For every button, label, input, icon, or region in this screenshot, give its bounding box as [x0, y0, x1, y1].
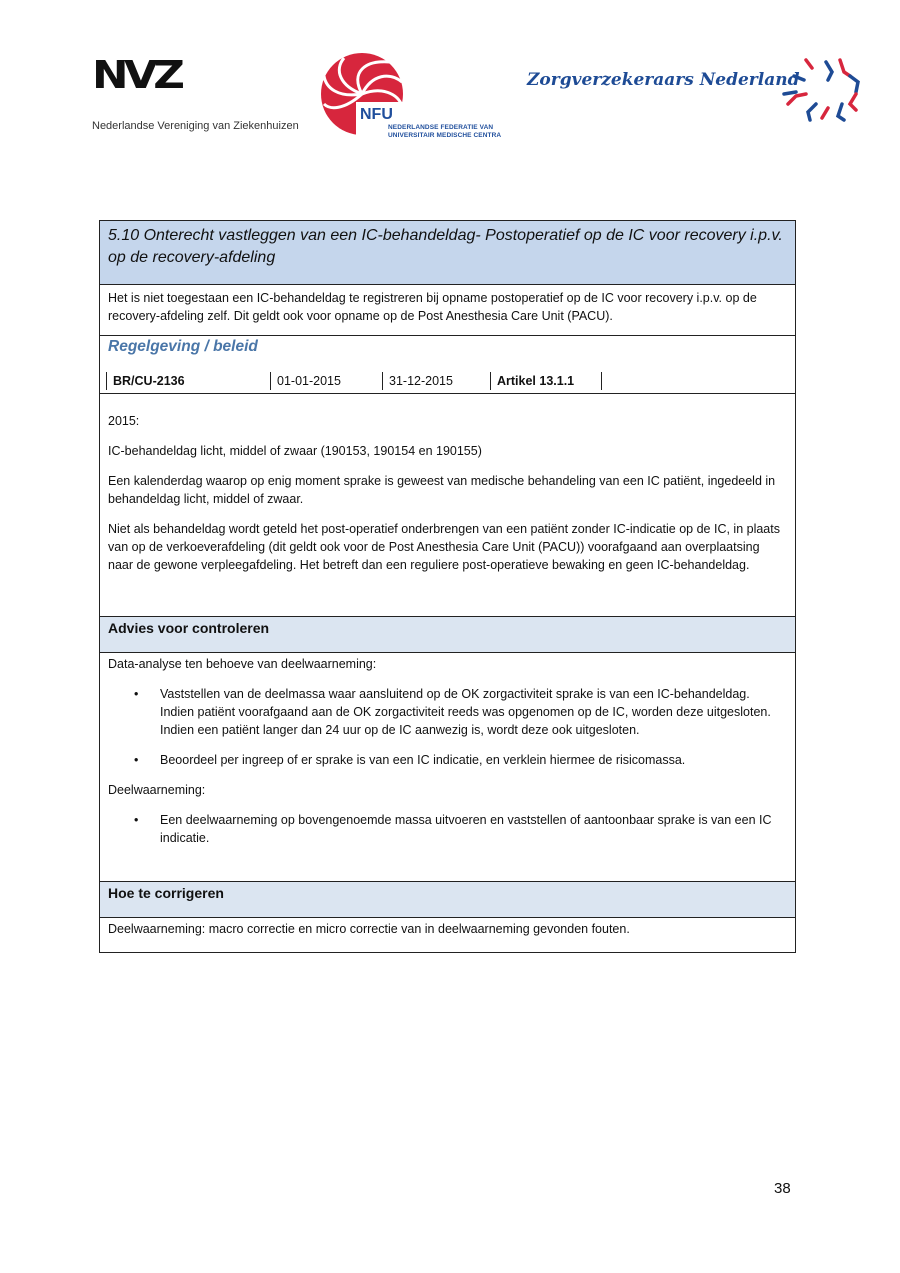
sample-label: Deelwaarneming: — [108, 783, 206, 797]
regulation-table — [106, 372, 602, 390]
list-item — [108, 751, 787, 769]
nfu-mark: NFU — [360, 106, 393, 123]
list-item-text: Een deelwaarneming op bovengenoemde massa uitvoeren en vaststellen of aantoonbaar sprake is van een IC indicatie. — [160, 813, 772, 845]
regulation-article: Artikel 13.1.1 — [490, 372, 602, 390]
rule-table — [99, 220, 796, 953]
regulation-start-date: 01-01-2015 — [270, 372, 382, 390]
list-item — [108, 811, 787, 847]
zn-wordmark: Zorgverzekeraars Nederland — [527, 70, 800, 90]
body-paragraph-exclusion: Niet als behandeldag wordt geteld het post-operatief onderbrengen van een patiënt zonder IC-indicatie op de IC, in plaats van op de verkoeverafdeling (dit geldt ook voor de Post Anesthesia Care Unit (PACU)) voorafgaand aan overplaatsing naar de gewone verpleegafdeling. Het betreft dan een reguliere post-operatieve bewaking en geen IC-behandeldag. — [108, 522, 780, 572]
regulation-row — [100, 336, 795, 394]
correction-text: Deelwaarneming: macro correctie en micro correctie van in deelwaarneming gevonden fouten. — [108, 922, 630, 936]
correction-body-row — [100, 918, 795, 952]
bullet-icon: • — [134, 687, 139, 701]
intro-row — [100, 285, 795, 336]
correction-header-row — [100, 882, 795, 918]
nfu-subtitle — [388, 124, 501, 140]
data-analysis-list — [108, 685, 787, 769]
advice-body-row — [100, 653, 795, 882]
list-item-text: Beoordeel per ingreep of er sprake is van een IC indicatie, en verklein hiermee de risicomassa. — [160, 753, 686, 767]
section-title-row — [100, 221, 795, 285]
regulation-code: BR/CU-2136 — [106, 372, 270, 390]
regulation-end-date: 31-12-2015 — [382, 372, 490, 390]
list-item-text: Vaststellen van de deelmassa waar aansluitend op de OK zorgactiviteit sprake is van een IC-behandeldag. Indien patiënt voorafgaand aan de OK zorgactiviteit reeds was opgenomen op de IC, worden deze uitgesloten. Indien een patiënt langer dan 24 uur op de IC aanwezig is, wordt deze ook uitgesloten. — [160, 687, 771, 737]
section-title: 5.10 Onterecht vastleggen van een IC-behandeldag- Postoperatief op de IC voor recovery i.p.v. op de recovery-afdeling — [108, 227, 783, 266]
body-paragraph-definition: Een kalenderdag waarop op enig moment sprake is geweest van medische behandeling van een IC patiënt, ingedeeld in behandeldag licht, middel of zwaar. — [108, 474, 776, 506]
body-paragraph-year: 2015: — [108, 414, 140, 428]
data-analysis-label: Data-analyse ten behoeve van deelwaarneming: — [108, 657, 377, 671]
sample-list — [108, 811, 787, 847]
regulation-body-row — [100, 394, 795, 617]
list-item — [108, 685, 787, 739]
nvz-logo — [92, 53, 299, 132]
intro-text: Het is niet toegestaan een IC-behandeldag te registreren bij opname postoperatief op de IC voor recovery i.p.v. op de recovery-afdeling zelf. Dit geldt ook voor opname op de Post Anesthesia Care Unit (PACU). — [108, 291, 757, 323]
regulation-heading: Regelgeving / beleid — [108, 338, 258, 355]
body-paragraph-codes: IC-behandeldag licht, middel of zwaar (190153, 190154 en 190155) — [108, 444, 482, 458]
bullet-icon: • — [134, 753, 139, 767]
nfu-logo — [318, 50, 528, 140]
nfu-subtitle-line1: NEDERLANDSE FEDERATIE VAN — [388, 124, 494, 131]
advice-header-row — [100, 617, 795, 653]
logo-bar — [0, 0, 900, 160]
correction-heading: Hoe te corrigeren — [108, 885, 224, 901]
nvz-subtitle: Nederlandse Vereniging van Ziekenhuizen — [92, 120, 299, 132]
bullet-icon: • — [134, 813, 139, 827]
zn-people-circle-icon — [782, 54, 866, 124]
nvz-mark: NVZ — [92, 53, 181, 97]
advice-heading: Advies voor controleren — [108, 620, 270, 636]
nfu-subtitle-line2: UNIVERSITAIR MEDISCHE CENTRA — [388, 132, 502, 139]
page-number: 38 — [774, 1180, 791, 1197]
